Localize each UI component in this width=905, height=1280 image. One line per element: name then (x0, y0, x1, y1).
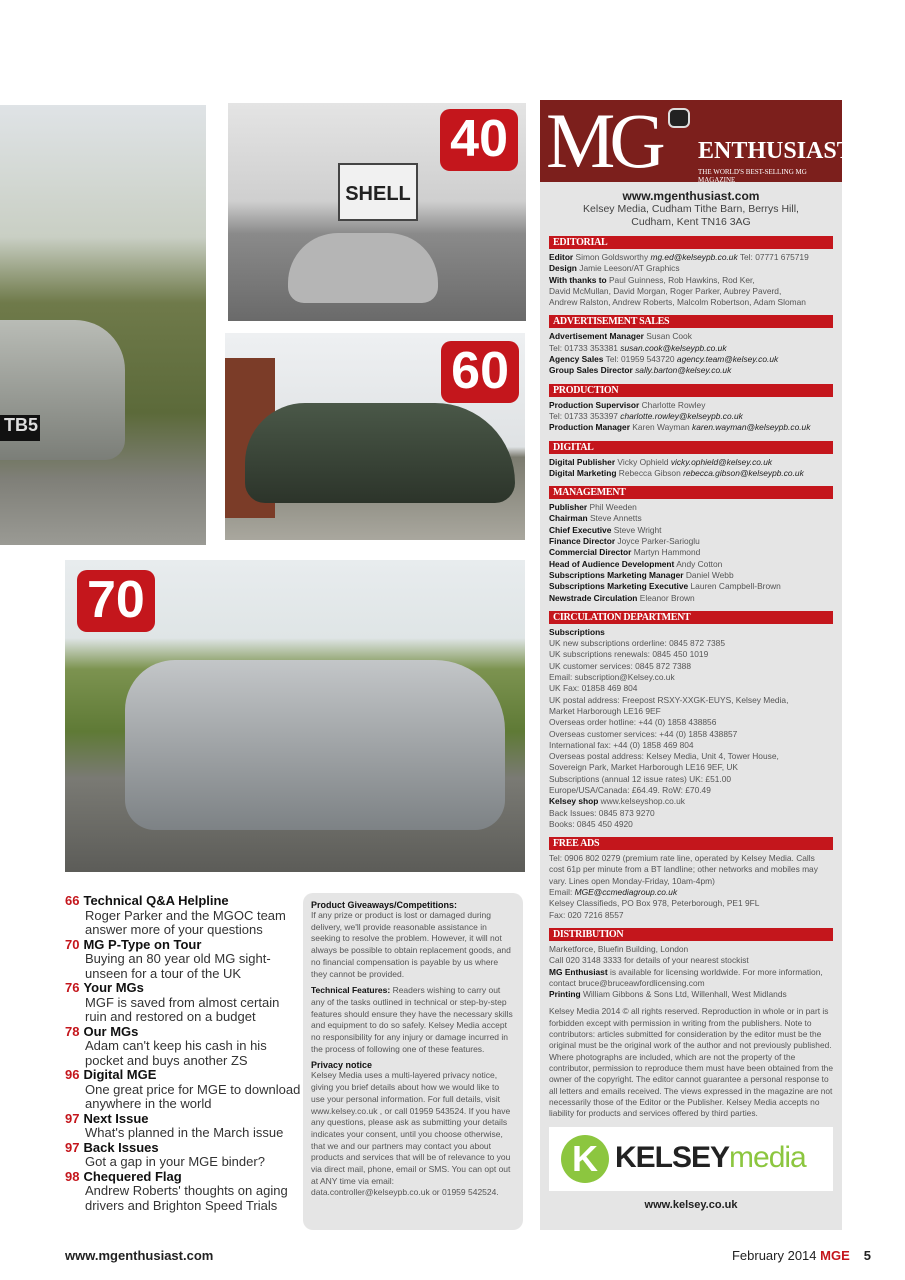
contents-desc: MGF is saved from almost certain ruin and restored on a budget (85, 994, 280, 1024)
line-text: contact bruce@bruceawfordlicensing.com (549, 977, 705, 988)
contents-item[interactable] (65, 1112, 301, 1141)
section-management (549, 486, 833, 604)
line-label: MG Enthusiast (549, 966, 608, 977)
line-text: Rebecca Gibson (616, 467, 684, 478)
line-text: Back Issues: 0845 873 9270 (549, 807, 655, 818)
notice-heading: Technical Features: (311, 985, 391, 996)
line-email[interactable]: sally.barton@kelsey.co.uk (635, 365, 732, 376)
contents-item[interactable] (65, 1141, 301, 1170)
photo-p-type (65, 560, 525, 872)
section-line (549, 581, 833, 592)
line-email[interactable]: MGE@ccmediagroup.co.uk (574, 887, 678, 898)
section-line (549, 967, 833, 978)
line-text: UK customer services: 0845 872 7388 (549, 660, 691, 671)
section-line (549, 876, 833, 887)
line-label: Advertisement Manager (549, 331, 644, 342)
line-label: Group Sales Director (549, 365, 633, 376)
section-line (549, 559, 833, 570)
footer-mag: MGE (820, 1248, 850, 1263)
line-text: UK new subscriptions orderline: 0845 872 7385 (549, 638, 725, 649)
line-email[interactable]: mg.ed@kelseypb.co.uk (650, 252, 738, 262)
line-text: Steve Annetts (587, 513, 642, 524)
page-badge-70[interactable]: 70 (77, 570, 155, 632)
line-label: Newstrade Circulation (549, 592, 638, 603)
section-line (549, 808, 833, 819)
line-email[interactable]: susan.cook@kelseypb.co.uk (620, 342, 727, 353)
section-line (549, 354, 833, 365)
line-label: Digital Marketing (549, 467, 617, 478)
section-heading: DIGITAL (549, 441, 833, 454)
masthead-logo (540, 97, 853, 184)
contents-item[interactable] (65, 938, 301, 982)
line-text: Joyce Parker-Sarioglu (615, 536, 700, 547)
line-text: Overseas customer services: +44 (0) 1858 438857 (549, 728, 738, 739)
website-link[interactable]: www.mgenthusiast.com (622, 189, 760, 203)
contents-desc: Buying an 80 year old MG sight-unseen for a tour of the UK (85, 951, 271, 981)
car-image (288, 233, 438, 303)
contents-page: 96 (65, 1067, 80, 1082)
number-plate: TB5 (0, 415, 40, 441)
notice-heading: Product Giveaways/Competitions: (311, 900, 458, 910)
section-heading: ADVERTISEMENT SALES (549, 315, 833, 328)
section-circulation-department (549, 611, 833, 830)
section-line (549, 263, 833, 274)
line-label: Subscriptions (549, 626, 605, 637)
contents-list (65, 894, 301, 1213)
section-distribution (549, 928, 833, 1000)
photo-mgb-roadside (0, 105, 206, 545)
contents-desc: Andrew Roberts' thoughts on aging drivers and Brighton Speed Trials (85, 1183, 288, 1213)
line-text: Kelsey Classifieds, PO Box 978, Peterborough, PE1 9FL (549, 898, 760, 909)
contents-title: Our MGs (83, 1023, 139, 1039)
line-text: Market Harborough LE16 9EF (549, 705, 661, 716)
line-label: Subscriptions Marketing Manager (549, 569, 684, 580)
car-image (245, 403, 515, 503)
line-text: Subscriptions (annual 12 issue rates) UK: £51.00 (549, 773, 732, 784)
section-line (549, 638, 833, 649)
section-line (549, 774, 833, 785)
section-line (549, 570, 833, 581)
section-free-ads (549, 837, 833, 921)
line-text: Steve Wright (611, 524, 662, 535)
contents-title: Technical Q&A Helpline (83, 893, 229, 908)
line-text: cost 61p per minute from a BT landline; other networks and mobiles may (549, 864, 818, 875)
section-production (549, 384, 833, 434)
footer-issue (732, 1248, 871, 1263)
line-text: Daniel Webb (683, 569, 734, 580)
footer-url[interactable]: www.mgenthusiast.com (65, 1248, 214, 1263)
line-text: Email: (549, 887, 575, 898)
section-line (549, 627, 833, 638)
line-label: Printing (549, 989, 581, 1000)
section-line (549, 729, 833, 740)
line-text: Tel: 0906 802 0279 (premium rate line, operated by Kelsey Media. Calls (549, 853, 815, 864)
line-text: Simon Goldsworthy (573, 252, 651, 262)
section-line (549, 593, 833, 604)
mg-octagon-icon (668, 108, 690, 128)
contents-item[interactable] (65, 1170, 301, 1214)
line-text: UK postal address: Freepost RSXY-XXGK-EUYS, Kelsey Media, (549, 694, 789, 705)
contents-item[interactable] (65, 1025, 301, 1069)
contents-page: 76 (65, 980, 80, 995)
section-line (549, 297, 833, 308)
section-line (549, 343, 833, 354)
line-text: Sovereign Park, Market Harborough LE16 9EF, UK (549, 762, 738, 773)
notice-text: Kelsey Media uses a multi-layered privacy notice, giving you brief details about how we would like to use your personal information. For full details, visit www.kelsey.co.uk , or call 01959 543524. If you have any questions, please ask as submitting your details indicates your consent, until you choose otherwise, that we and our partners may contact you about products and services that will be of relevance to you via direct mail, phone, email or SMS. You can opt out at ANY time via email: data.controller@kelseypb.co.uk or 01959 542524. (311, 1070, 511, 1198)
section-heading: DISTRIBUTION (549, 928, 833, 941)
contents-title: MG P-Type on Tour (83, 936, 202, 952)
line-label: Finance Director (549, 536, 616, 547)
section-line (549, 547, 833, 558)
contents-title: Your MGs (83, 980, 144, 995)
line-text: Paul Guinness, Rob Hawkins, Rod Ker, (606, 274, 755, 285)
section-editorial (549, 236, 833, 308)
section-line (549, 672, 833, 683)
line-text: Tel: 01733 353381 (549, 342, 621, 353)
line-label: Chief Executive (549, 524, 612, 535)
line-email[interactable]: vicky.ophield@kelsey.co.uk (670, 456, 773, 467)
section-line (549, 536, 833, 547)
notice-box (303, 893, 523, 1230)
section-line (549, 525, 833, 536)
line-text: Andrew Ralston, Andrew Roberts, Malcolm Robertson, Adam Sloman (549, 297, 806, 308)
sections (540, 236, 842, 1000)
line-text: Tel: 07771 675719 (737, 252, 809, 262)
kelsey-link[interactable]: www.kelsey.co.uk (644, 1199, 738, 1212)
notice-text: Readers wishing to carry out any of the tasks outlined in technical or step-by-step features should ensure they have the necessary skills and equipment to do so safely. Kelsey Media accept no responsibility for any injury or damage incurred in the process of following one of these features. (311, 985, 513, 1054)
section-line (549, 365, 833, 376)
section-line (549, 853, 833, 864)
section-heading: CIRCULATION DEPARTMENT (549, 611, 833, 624)
line-text: Jamie Leeson/AT Graphics (576, 263, 680, 274)
section-line (549, 955, 833, 966)
line-label: Publisher (549, 502, 588, 513)
line-text: Vicky Ophield (615, 456, 671, 467)
line-label: Kelsey shop (549, 796, 599, 807)
contents-title: Chequered Flag (83, 1168, 182, 1184)
address-line: Cudham, Kent TN16 3AG (631, 216, 751, 228)
section-line (549, 706, 833, 717)
footer-date: February 2014 (731, 1248, 821, 1263)
contents-page: 97 (65, 1139, 80, 1155)
line-label: Head of Audience Development (549, 558, 675, 569)
imprint-panel (540, 97, 853, 1230)
kelsey-media-logo (549, 1127, 833, 1191)
contents-title: Next Issue (83, 1110, 149, 1126)
line-text: International fax: +44 (0) 1858 469 804 (549, 739, 694, 750)
section-line (549, 819, 833, 830)
contents-page: 78 (65, 1023, 80, 1039)
section-line (549, 422, 833, 433)
section-line (549, 989, 833, 1000)
contents-title: Digital MGE (83, 1067, 157, 1082)
line-label: With thanks to (549, 274, 607, 285)
logo-mg: MG (546, 97, 660, 184)
line-text: Susan Cook (643, 331, 692, 342)
copyright: Kelsey Media 2014 © all rights reserved. Reproduction in whole or in part is forbidden except with permission in writing from the publishers. Note to contributors: articles submitted for consideration by the editor must be the original must be the original work of the author and not previously published. Where photographs are included, which are not the property of the contributor, permission to reproduce them must have been obtained from the owner of the copyright. The editor cannot guarantee a personal response to all letters and emails received. The views expressed in the magazine are not necessarily those of the Editor or the Publisher. Kelsey Media accepts no liability for products and services offered by third parties. (549, 1006, 833, 1119)
line-text: Andy Cotton (674, 558, 723, 569)
section-line (549, 944, 833, 955)
contents-page: 66 (65, 893, 80, 908)
car-image (125, 660, 505, 830)
logo-media: media (729, 1141, 806, 1175)
section-line (549, 910, 833, 921)
page-badge-40[interactable]: 40 (440, 109, 518, 171)
contents-desc: Adam can't keep his cash in his pocket and buys another ZS (85, 1038, 267, 1068)
line-text: Phil Weeden (587, 502, 637, 513)
line-text: Marketforce, Bluefin Building, London (549, 943, 689, 954)
line-text: Lauren Campbell-Brown (688, 581, 781, 592)
section-line (549, 864, 833, 875)
contents-item[interactable] (65, 1068, 301, 1112)
line-label: Editor (549, 252, 574, 262)
section-line (549, 275, 833, 286)
line-text: Eleanor Brown (637, 592, 695, 603)
notice-text: If any prize or product is lost or damaged during delivery, we'll provide reasonable assistance in seeking to resolve the problem. However, it will not always be possible to obtain replacement goods, and no financial compensation is payable by us where they cannot be provided. (311, 910, 511, 979)
section-line (549, 978, 833, 989)
line-text: Fax: 020 7216 8557 (549, 909, 624, 920)
section-line (549, 649, 833, 660)
line-label: Subscriptions Marketing Executive (549, 581, 689, 592)
line-label: Production Supervisor (549, 399, 640, 410)
line-label: Commercial Director (549, 547, 632, 558)
contents-page: 98 (65, 1168, 80, 1184)
section-heading: FREE ADS (549, 837, 833, 850)
line-text: is available for licensing worldwide. For more information, (607, 966, 823, 977)
page-badge-60[interactable]: 60 (441, 341, 519, 403)
line-email[interactable]: karen.wayman@kelseypb.co.uk (692, 422, 811, 433)
line-text: Karen Wayman (629, 422, 693, 433)
line-text: Call 020 3148 3333 for details of your nearest stockist (549, 955, 749, 966)
contents-desc: One great price for MGE to download anywhere in the world (85, 1081, 301, 1111)
contents-desc: Roger Parker and the MGOC team answer more of your questions (85, 907, 286, 937)
notice-heading: Privacy notice (311, 1060, 373, 1071)
photo-shell-sign (228, 103, 526, 321)
logo-word: ENTHUSIAST (698, 138, 853, 164)
section-line (549, 513, 833, 524)
contents-page: 70 (65, 936, 80, 952)
line-text: Europe/USA/Canada: £64.49. RoW: £70.49 (549, 784, 711, 795)
section-heading: MANAGEMENT (549, 486, 833, 499)
line-text: Overseas postal address: Kelsey Media, Unit 4, Tower House, (549, 751, 779, 762)
section-line (549, 717, 833, 728)
section-line (549, 740, 833, 751)
section-line (549, 661, 833, 672)
line-label: Production Manager (549, 422, 630, 433)
line-label: Digital Publisher (549, 456, 616, 467)
section-line (549, 468, 833, 479)
section-advertisement-sales (549, 315, 833, 376)
line-email[interactable]: agency.team@kelsey.co.uk (676, 354, 779, 365)
address-line: Kelsey Media, Cudham Tithe Barn, Berrys Hill, (583, 203, 799, 215)
section-line (549, 898, 833, 909)
section-line (549, 683, 833, 694)
section-line (549, 411, 833, 422)
line-email[interactable]: rebecca.gibson@kelseypb.co.uk (683, 467, 804, 478)
line-text: Tel: 01959 543720 (603, 354, 677, 365)
tagline: THE WORLD'S BEST-SELLING MG MAGAZINE (698, 168, 807, 184)
line-text: David McMullan, David Morgan, Roger Parker, Aubrey Paverd, (549, 285, 782, 296)
contents-desc: Got a gap in your MGE binder? (85, 1154, 265, 1169)
section-line (549, 785, 833, 796)
line-text: UK Fax: 01858 469 804 (549, 683, 638, 694)
shell-sign: SHELL (338, 163, 418, 221)
section-line (549, 252, 833, 263)
line-text: UK subscriptions renewals: 0845 450 1019 (549, 649, 709, 660)
line-text: Martyn Hammond (631, 547, 701, 558)
contents-item[interactable] (65, 981, 301, 1025)
line-text: Tel: 01733 353397 (549, 410, 621, 421)
kelsey-k-icon: K (561, 1135, 609, 1183)
line-label: Design (549, 263, 577, 274)
logo-kelsey: KELSEY (615, 1141, 730, 1175)
section-line (549, 400, 833, 411)
section-line (549, 751, 833, 762)
line-text: www.kelseyshop.co.uk (598, 796, 685, 807)
line-label: Agency Sales (549, 354, 604, 365)
section-heading: PRODUCTION (549, 384, 833, 397)
section-line (549, 286, 833, 297)
page-number: 5 (863, 1248, 871, 1263)
photo-covered-car (225, 333, 525, 540)
line-text: Charlotte Rowley (639, 399, 706, 410)
contents-item[interactable] (65, 894, 301, 938)
section-line (549, 457, 833, 468)
section-line (549, 502, 833, 513)
line-email[interactable]: charlotte.rowley@kelseypb.co.uk (620, 410, 743, 421)
contents-page: 97 (65, 1110, 80, 1126)
section-heading: EDITORIAL (549, 236, 833, 249)
line-text: Overseas order hotline: +44 (0) 1858 438856 (549, 717, 717, 728)
line-text: vary. Lines open Monday-Friday, 10am-4pm) (549, 875, 715, 886)
section-line (549, 762, 833, 773)
section-line (549, 796, 833, 807)
section-line (549, 695, 833, 706)
section-digital (549, 441, 833, 480)
line-text: Email: subscription@Kelsey.co.uk (549, 672, 675, 683)
contents-desc: What's planned in the March issue (85, 1125, 284, 1140)
line-text: William Gibbons & Sons Ltd, Willenhall, West Midlands (580, 989, 787, 1000)
line-label: Chairman (549, 513, 588, 524)
section-line (549, 887, 833, 898)
contents-title: Back Issues (83, 1139, 159, 1155)
line-text: Books: 0845 450 4920 (549, 818, 633, 829)
section-line (549, 331, 833, 342)
